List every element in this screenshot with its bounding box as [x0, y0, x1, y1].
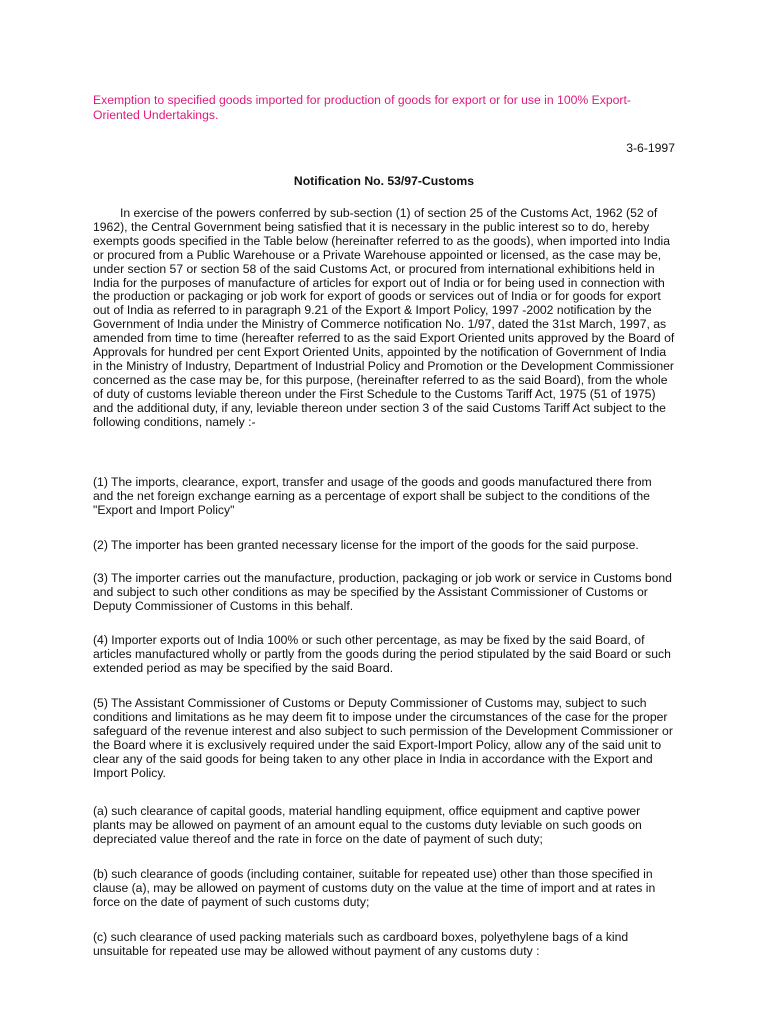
condition-4: (4) Importer exports out of India 100% or such other percentage, as may be fixed by the said Board, of articles manufactured wholly or partly from the goods during the period stipulated by the said Board or such extended period as may be specified by the said Board. [93, 633, 671, 675]
clause-a: (a) such clearance of capital goods, material handling equipment, office equipment and captive power plants may be allowed on payment of an amount equal to the customs duty leviable on such goods on depreciated value thereof and the rate in force on the date of payment of such duty; [93, 804, 642, 846]
condition-1: (1) The imports, clearance, export, transfer and usage of the goods and goods manufactured there from and the net foreign exchange earning as a percentage of export shall be subject to the conditions of the "Export and Import Policy" [93, 475, 652, 517]
condition-5: (5) The Assistant Commissioner of Customs or Deputy Commissioner of Customs may, subject to such conditions and limitations as he may deem fit to impose under the circumstances of the case for the proper safeguard of the revenue interest and also subject to such permission of the Development Commissioner or the Board where it is exclusively required under the said Export-Import Policy, allow any of the said unit to clear any of the said goods for being taken to any other place in India in accordance with the Export and Import Policy. [93, 696, 673, 780]
condition-3: (3) The importer carries out the manufacture, production, packaging or job work or service in Customs bond and subject to such other conditions as may be specified by the Assistant Commissioner of Customs or Deputy Commissioner of Customs in this behalf. [93, 571, 672, 613]
clause-c: (c) such clearance of used packing materials such as cardboard boxes, polyethylene bags of a kind unsuitable for repeated use may be allowed without payment of any customs duty : [93, 930, 629, 958]
intro-paragraph: In exercise of the powers conferred by sub-section (1) of section 25 of the Customs Act, 1962 (52 of 1962), the Central Government being satisfied that it is necessary in the public interest so to do, hereby exempts goods specified in the Table below (hereinafter referred to as the goods), when imported into India or procured from a Public Warehouse or a Private Warehouse appointed or licensed, as the case may be, under section 57 or section 58 of the said Customs Act, or procured from international exhibitions held in India for the purposes of manufacture of articles for export out of India or for being used in connection with the production or packaging or job work for export of goods or services out of India or for goods for export out of India as referred to in paragraph 9.21 of the Export & Import Policy, 1997 -2002 notification by the Government of India under the Ministry of Commerce notification No. 1/97, dated the 31st March, 1997, as amended from time to time (hereafter referred to as the said Export Oriented units approved by the Board of Approvals for hundred per cent Export Oriented Units, appointed by the notification of Government of India in the Ministry of Industry, Department of Industrial Policy and Promotion or the Development Commissioner concerned as the case may be, for this purpose, (hereinafter referred to as the said Board), from the whole of duty of customs leviable thereon under the First Schedule to the Customs Tariff Act, 1975 (51 of 1975) and the additional duty, if any, leviable thereon under section 3 of the said Customs Tariff Act subject to the following conditions, namely :- [93, 206, 675, 429]
clause-b: (b) such clearance of goods (including container, suitable for repeated use) other than those specified in clause (a), may be allowed on payment of customs duty on the value at the time of import and at rates in force on the date of payment of such customs duty; [93, 867, 656, 909]
notification-title: Notification No. 53/97-Customs [293, 174, 475, 188]
document-date: 3-6-1997 [626, 141, 675, 155]
document-page [93, 0, 675, 1024]
document-subject: Exemption to specified goods imported for production of goods for export or for use in 100% Export-Oriented Undertakings. [93, 93, 631, 122]
condition-2: (2) The importer has been granted necessary license for the import of the goods for the said purpose. [93, 538, 639, 552]
